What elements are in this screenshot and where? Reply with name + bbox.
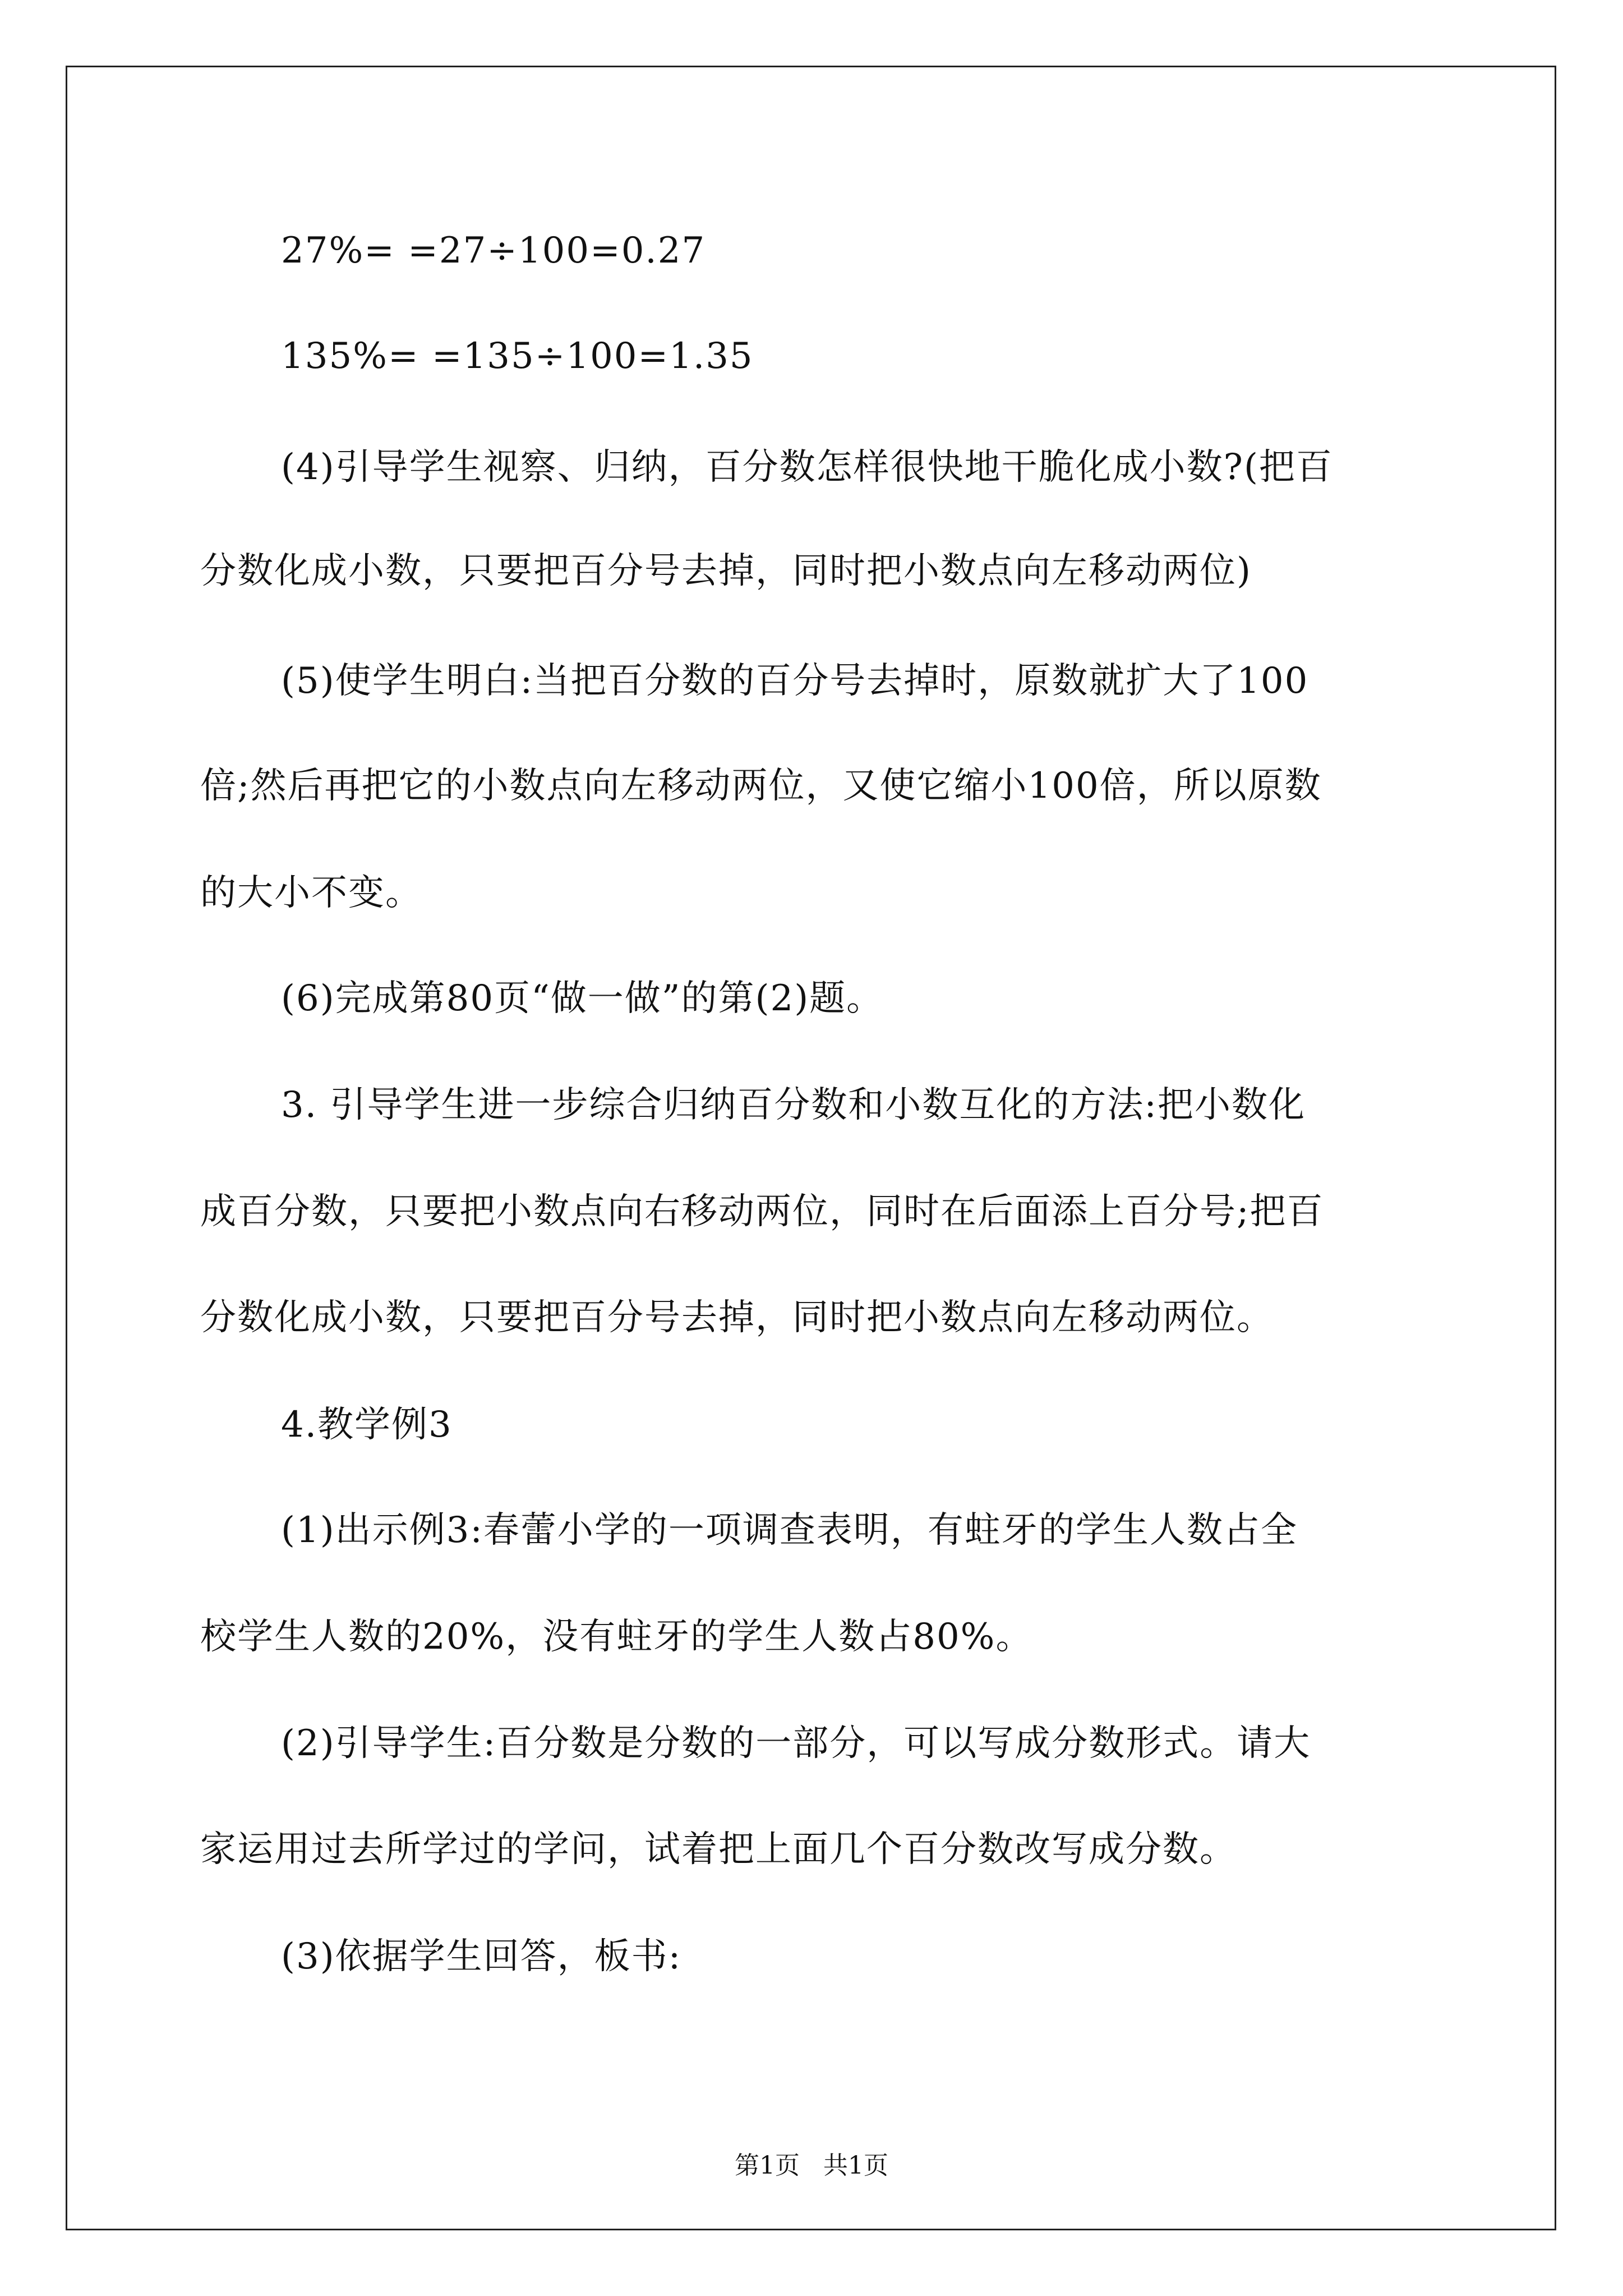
page-footer: 第1页 共1页: [735, 2151, 888, 2180]
text-line-12: 4.教学例3: [281, 1404, 453, 1446]
text-line-9: 3. 引导学生进一步综合归纳百分数和小数互化的方法:把小数化: [281, 1084, 1306, 1126]
text-line-7: 的大小不变。: [200, 872, 422, 914]
text-line-15: (2)引导学生:百分数是分数的一部分，可以写成分数形式。请大: [281, 1723, 1311, 1764]
text-line-3: (4)引导学生视察、归纳，百分数怎样很快地干脆化成小数?(把百: [281, 447, 1333, 488]
text-line-11: 分数化成小数，只要把百分号去掉，同时把小数点向左移动两位。: [200, 1297, 1274, 1338]
text-line-14: 校学生人数的20%，没有蛀牙的学生人数占80%。: [200, 1616, 1033, 1658]
text-line-8: (6)完成第80页“做一做”的第(2)题。: [281, 978, 884, 1019]
text-line-5: (5)使学生明白:当把百分数的百分号去掉时，原数就扩大了100: [281, 660, 1309, 702]
text-line-16: 家运用过去所学过的学问，试着把上面几个百分数改写成分数。: [200, 1829, 1237, 1870]
text-line-4: 分数化成小数，只要把百分号去掉，同时把小数点向左移动两位): [200, 550, 1252, 592]
page-border: [66, 66, 1556, 2230]
text-line-13: (1)出示例3:春蕾小学的一项调查表明，有蛀牙的学生人数占全: [281, 1510, 1298, 1551]
text-line-17: (3)依据学生回答，板书:: [281, 1936, 682, 1977]
text-line-10: 成百分数，只要把小数点向右移动两位，同时在后面添上百分号;把百: [200, 1191, 1324, 1232]
text-line-1: 27%= =27÷100=0.27: [281, 230, 706, 272]
text-line-2: 135%= =135÷100=1.35: [281, 335, 754, 377]
text-line-6: 倍;然后再把它的小数点向左移动两位，又使它缩小100倍，所以原数: [200, 765, 1322, 807]
